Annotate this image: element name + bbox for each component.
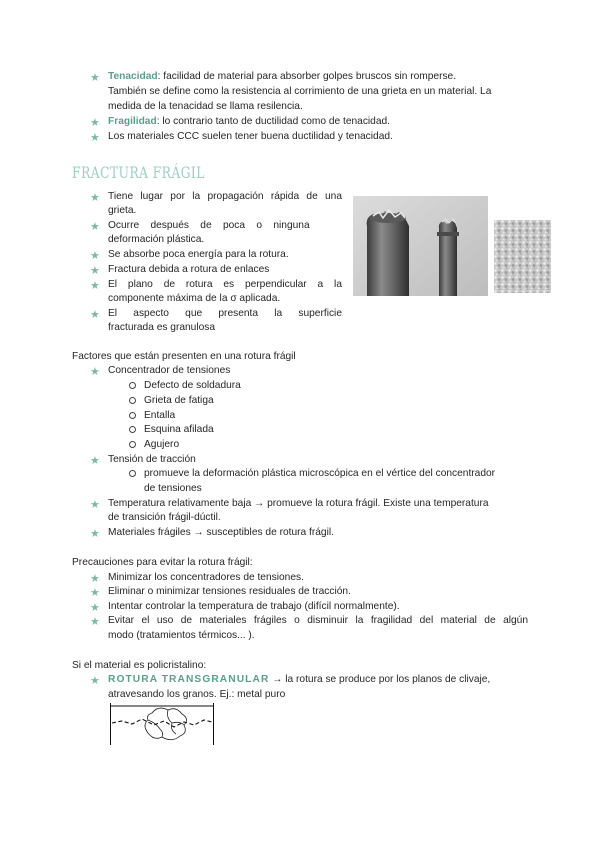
star-bullet-icon: ★ [90,250,100,262]
section-heading: FRACTURA FRÁGIL [72,163,205,182]
tension-sub: promueve la deformación plástica microscópica en el vértice del concentrador [144,468,496,479]
rotura-transgranular [108,673,528,687]
star-bullet-icon: ★ [90,72,100,84]
bullet-ccc: Los materiales CCC suelen tener buena ductilidad y tenacidad. [108,131,393,142]
circle-bullet-icon [129,397,136,404]
fragil-bullet-6: El aspecto que presenta la superficie [108,308,342,319]
circle-bullet-icon [129,470,136,477]
star-bullet-icon: ★ [90,499,100,511]
star-bullet-icon: ★ [90,280,100,292]
star-bullet-icon: ★ [90,455,100,467]
star-bullet-icon: ★ [90,265,100,277]
star-bullet-icon: ★ [90,309,100,321]
concentrador-item: Esquina afilada [144,424,214,435]
term-fragilidad: Fragilidad [108,116,157,127]
term-transgranular: ROTURA TRANSGRANULAR [108,674,270,685]
granular-surface-photo [494,220,551,293]
fragil-bullet-5-line2: componente máxima de la σ aplicada. [108,293,281,304]
concentrador-item: Entalla [144,410,176,421]
fragil-bullet-6-line2: fracturada es granulosa [108,322,216,333]
bullet-text: : facilidad de material para absorber golpes bruscos sin romperse. [157,71,457,82]
bullet-fragilidad [108,115,528,130]
fragil-bullet-1: Tiene lugar por la propagación rápida de una [108,191,342,202]
star-bullet-icon: ★ [90,366,100,378]
precauciones-intro: Precauciones para evitar la rotura frágil: [72,557,253,568]
factor-tension: Tensión de tracción [108,454,196,465]
star-bullet-icon: ★ [90,132,100,144]
precaucion-item: Minimizar los concentradores de tensiones. [108,572,304,583]
fractured-specimens-photo [353,196,488,296]
bullet-tenacidad-line2: También se define como la resistencia al corrimiento de una grieta en un material. La [108,86,492,97]
factor-temperatura: Temperatura relativamente baja → promueve la rotura frágil. Existe una temperatura [108,498,489,509]
precaucion-item: Eliminar o minimizar tensiones residuales de tracción. [108,586,351,597]
precaucion-item-last: Evitar el uso de materiales frágiles o disminuir la fragilidad del material de algún [108,615,528,626]
precaucion-item: Intentar controlar la temperatura de trabajo (difícil normalmente). [108,601,400,612]
policristalino-intro: Si el material es policristalino: [72,660,207,671]
factor-concentrador: Concentrador de tensiones [108,365,231,376]
fragil-bullet-2-line2: deformación plástica. [108,234,205,245]
circle-bullet-icon [129,412,136,419]
fragil-bullet-1-line2: grieta. [108,205,137,216]
concentrador-item: Agujero [144,439,180,450]
star-bullet-icon: ★ [90,616,100,628]
concentrador-item: Grieta de fatiga [144,395,214,406]
bullet-tenacidad [108,70,526,85]
fragil-bullet-2: Ocurre después de poca o ninguna [108,220,310,231]
factor-temperatura-line2: de transición frágil-dúctil. [108,512,221,523]
fragil-bullet-5: El plano de rotura es perpendicular a la [108,279,342,290]
factores-intro: Factores que están presenten en una rotura frágil [72,351,296,362]
bullet-tenacidad-line3: medida de la tenacidad se llama resilencia. [108,101,303,112]
rotura-text: → la rotura se produce por los planos de clivaje, [269,674,491,685]
star-bullet-icon: ★ [90,221,100,233]
star-bullet-icon: ★ [90,117,100,129]
precaucion-item-last-line2: modo (tratamientos térmicos... ). [108,630,255,641]
fragil-bullet-4: Fractura debida a rotura de enlaces [108,264,270,275]
circle-bullet-icon [129,382,136,389]
circle-bullet-icon [129,441,136,448]
term-tenacidad: Tenacidad [108,71,158,82]
transgranular-crack-diagram [110,703,218,745]
star-bullet-icon: ★ [90,602,100,614]
fragil-bullet-3: Se absorbe poca energía para la rotura. [108,249,289,260]
star-bullet-icon: ★ [90,675,100,687]
star-bullet-icon: ★ [90,192,100,204]
rotura-transgranular-line2: atravesando los granos. Ej.: metal puro [108,689,286,700]
star-bullet-icon: ★ [90,587,100,599]
star-bullet-icon: ★ [90,528,100,540]
tension-sub-line2: de tensiones [144,483,202,494]
circle-bullet-icon [129,426,136,433]
factor-materiales: Materiales frágiles → susceptibles de rotura frágil. [108,527,334,538]
concentrador-item: Defecto de soldadura [144,380,241,391]
bullet-text: : lo contrario tanto de ductilidad como de tenacidad. [156,116,391,127]
star-bullet-icon: ★ [90,573,100,585]
